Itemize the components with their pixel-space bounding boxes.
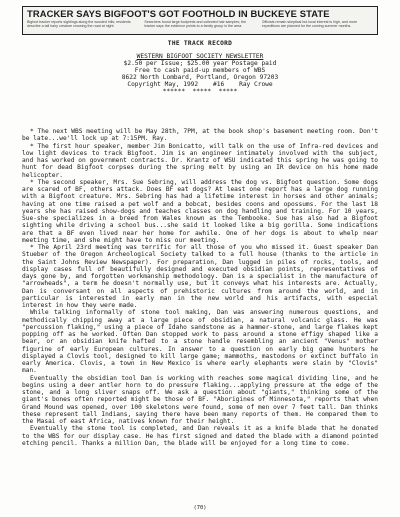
- address-line: 8622 North Lombard, Portland, Oregon 97203: [121, 74, 279, 81]
- paragraph-april-meeting: * The April 23rd meeting was terrific for all those of you who missed it. Guest speaker Dan Stueber of the Oregon Archeological Society talked to a full house (thanks to the article in the Saint Johns Review Newspaper). For preparation, Dan lugged in piles of rocks, tools, and display cases full of beautifully designed and executed obsidian points, representatives of days gone by, and forgotten workmanship methodology. Dan is a specialist in the manufacture of "arrowheads", a term he doesn't normally use, but it conveys what his interests are. Actually, Dan is conversant on all aspects of prehistoric cultures from around the world, and in particular is interested in early man in the new world and his artifacts, with especial interest in how they were made.: [22, 244, 378, 309]
- article-body: [22, 128, 378, 447]
- newsletter-masthead: [0, 40, 400, 95]
- paragraph-pressure-flaking: Eventually the obsidian tool Dan is working with reaches some magical dividing line, and he begins using a deer antler horn to do pressure flaking...applying pressure at the edge of the stone, and a long sliver snaps off. We ask a question about "giants," thinking some of the giant's bones often reported might be those of BF. "Aborigines of Minnesota," reports that when Grand Mound was opened, over 100 skeletons were found, some of men over 7 feet tall. Dan thinks these represent tall Indians, saying there have been many reports of them. He compared them to the Masai of east Africa, natives known for their height.: [22, 374, 378, 425]
- paragraph-second-speaker: * The second speaker, Mrs. Sue Sebring, will address the dog vs. Bigfoot question. Some dogs are scared of BF, others attack. Does BF eat dogs? At least one report has a large dog running with a Bigfoot creature. Mrs. Sebring has had a lifetime interest in horses and other animals; having at one time raised a pet wolf and a bobcat, besides coons and opossums. For the last 18 years she has raised show-dogs and teaches classes on dog handling and training. For 10 years, Sue-she specializes in a breed from Wales known as the Tembooke. Sue has also had a Bigfoot sighting while driving a school bus...she said it looked like a big gorilla. Some indications are that a BF even lived near her home for awhile. One of her dogs is about to whelp near meeting time, and she might have to miss our meeting.: [22, 178, 378, 244]
- copyright-line: Copyright May, 1992 #16 Ray Crowe: [127, 81, 273, 88]
- page-number: (70): [193, 505, 207, 511]
- newsletter-subtitle: WESTERN BIGFOOT SOCIETY NEWSLETTER: [136, 53, 264, 60]
- newsletter-title: THE TRACK RECORD: [167, 40, 233, 47]
- paragraph-knife-blade: Eventually the stone tool is completed, and Dan reveals it as a knife blade that he donated to the WBS for our display case. He has first signed and dated the blade with a diamond pointed etching pencil. Thanks a million Dan, the blade will be enjoyed for a long time to come.: [22, 425, 378, 447]
- membership-line: Free to cash paid-up members of WBS: [134, 67, 266, 74]
- paragraph-first-speaker: * The first hour speaker, member Jim Bonicatto, will talk on the use of Infra-red devices and low light devices to track Bigfoot. Jim is an engineer intimately involved with the subject, and has worked on government contracts. Dr. Krantz of WSU indicated this spring he was going to hunt for dead Bigfoot corpses during the spring melt by using an IR device on his home made helicopter.: [22, 142, 378, 179]
- clipping-headline: TRACKER SAYS BIGFOOT'S GOT FOOTHOLD IN BUCKEYE STATE: [27, 8, 330, 19]
- price-line: $2.50 per Issue; $25.00 year Postage paid: [123, 60, 277, 67]
- clipping-column: Bigfoot tracker reports sightings along the wooded hills; residents describe a tall hairy creature crossing the road at night.: [27, 20, 131, 28]
- clipping-columns: [27, 20, 373, 33]
- paragraph-next-meeting: * The next WBS meeting will be May 28th, 7PM, at the book shop's basement meeting room. Don't be late...we'll lock up at 7:15PM. Ray.: [22, 128, 378, 143]
- newspaper-clipping: [22, 6, 378, 35]
- separator-stars: ****** ***** *****: [162, 88, 238, 95]
- clipping-column: Searchers found large footprints and collected hair samples; the tracker says the evidence points to a family group in the area.: [144, 20, 247, 28]
- paragraph-stone-tools: While talking informally of stone tool making, Dan was answering numerous questions, and methodically chipping away at a large piece of obsidian, a natural volcanic glass. He was "percussion flaking," using a piece of Idaho sandstone as a hammer-stone, and large flakes kept popping off as he worked. Often Dan stopped work to pass around a stone effigy shaped like a bear, or an obsidian knife hafted to a stone handle resembling an ancient "Venus" mother figurine of early European cultures. In answer to a question on early big game hunters he displayed a Clovis tool, designed to kill large game; mammoths, mastodons or extinct buffalo in early America. Clovis, a town in New Mexico is where early elephants were slain by "Clovis" man.: [22, 309, 378, 375]
- clipping-column: Officials remain skeptical but local interest is high, and more expeditions are planned for the coming summer months.: [261, 20, 358, 28]
